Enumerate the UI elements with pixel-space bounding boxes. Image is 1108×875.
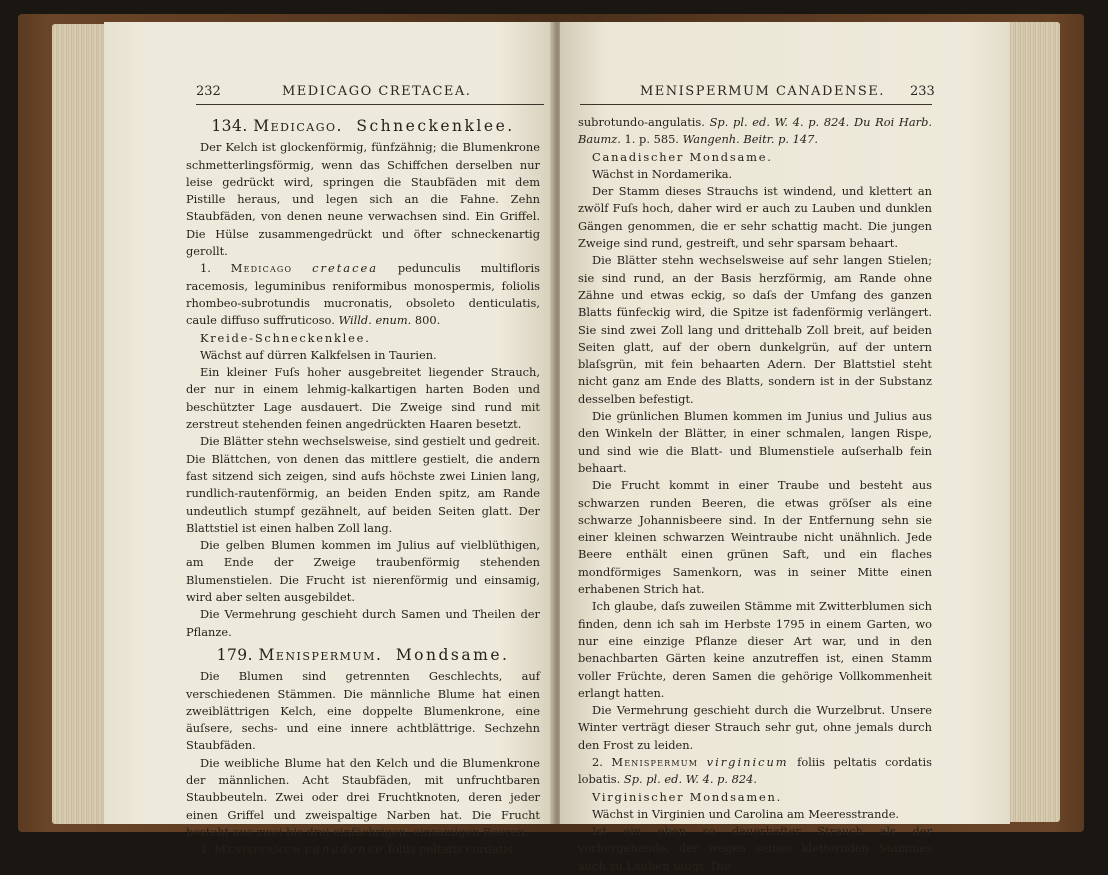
vernacular-name: Virginischer Mondsamen. [592, 789, 783, 804]
species-reference: Wangenh. Beitr. p. 147. [682, 132, 819, 147]
paragraph: Die Frucht kommt in einer Traube und besteht aus schwarzen runden Beeren, die etwas gröſser als eine schwarze Johannisbeere sind. In der Entfernung sehn sie einer kleinen schwarzen Weintraube nicht unähnlich. Jede Beere enthält einen grünen Saft, und ein flaches mondförmiges Samenkorn, was in seiner Mitte einen erhabenen Strich hat. [578, 478, 932, 597]
paragraph: Die grünlichen Blumen kommen im Junius und Julius aus den Winkeln der Blätter, in einer schmalen, langen Rispe, und sind wie die Blatt- und Blumenstiele auſserhalb fein behaart. [578, 409, 932, 475]
paragraph: Die Blumen sind getrennten Geschlechts, auf verschiedenen Stämmen. Die männliche Blume hat einen zweiblättrigen Kelch, eine doppelte Blumenkrone, eine äuſsere, sechs- und eine innere achtblättrige. Sechzehn Staubfäden. [186, 669, 540, 753]
habitat: Wächst in Nordamerika. [592, 166, 733, 181]
left-page-number: 232 [196, 84, 221, 99]
section-genus: Menispermum. [258, 645, 383, 664]
section-genus: Medicago. [253, 117, 343, 135]
paragraph: Die Vermehrung geschieht durch Samen und Theilen der Pflanze. [186, 607, 540, 639]
species-reference: Sp. pl. ed. W. 4. p. 824. [623, 772, 758, 787]
habitat: Wächst in Virginien und Carolina am Meeresstrande. [592, 806, 900, 821]
section-number: 134. [211, 117, 248, 135]
paragraph: Der Kelch ist glockenförmig, fünfzähnig; die Blumenkrone schmetterlingsförmig, wenn das Schiffchen derselben nur leise gedrückt wird, springen die Staubfäden mit dem Pistille heraus, und legen sich an die Fahne. Zehn Staubfäden, von denen neune verwachsen sind. Ein Griffel. Die Hülse zusammengedrückt und öfter schneckenartig gerollt. [186, 140, 540, 259]
habitat: Wächst auf dürren Kalkfelsen in Taurien. [200, 347, 437, 362]
species-genus: Medicago [230, 261, 293, 276]
species-reference-page: 800. [414, 313, 441, 328]
paragraph: Die Vermehrung geschieht durch die Wurzelbrut. Unsere Winter verträgt dieser Strauch sehr gut, ohne jemals durch den Frost zu leiden. [578, 703, 932, 752]
species-reference: Du Roi Harb. Baumz. [578, 115, 933, 147]
right-page-header [560, 84, 1010, 104]
right-page [560, 22, 1010, 873]
paragraph: Die Blätter stehn wechselsweise, sind gestielt und gedreit. Die Blättchen, von denen das mittlere gestielt, die andern fast sitzend sich zeigen, sind aufs höchste zwei Linien lang, rundlich-rautenförmig, an beiden Enden spitz, am Rande undeutlich stumpf gezähnelt, auf beiden Seiten glatt. Der Blattstiel ist einen halben Zoll lang. [186, 434, 540, 535]
species-diagnosis: foliis peltatis cordatis lobatis. [578, 754, 932, 787]
page-edges-left [52, 24, 110, 824]
section-common-name: Schneckenklee. [356, 117, 515, 135]
right-page-body [578, 114, 932, 875]
section-heading-menispermum [186, 647, 540, 664]
species-diagnosis: pedunculis multifloris racemosis, leguminibus reniformibus monospermis, foliolis rhombeo-subrotundis mucronatis, obsoleto denticulatis, caule diffuso suffruticoso. [186, 261, 540, 328]
species-number: 1. [200, 261, 211, 276]
left-page [104, 22, 554, 857]
paragraph: Der Stamm dieses Strauchs ist windend, und klettert an zwölf Fuſs hoch, daher wird er auch zu Lauben und dunklen Gängen genommen, die er sehr schattig macht. Die jungen Zweige sind rund, gestreift, und sehr sparsam behaart. [578, 184, 932, 251]
species-reference: Sp. pl. ed. W. 4. p. 824. [709, 115, 850, 129]
left-header-rule [196, 104, 544, 105]
vernacular-name: Kreide-Schneckenklee. [200, 330, 371, 345]
species-entry [578, 754, 932, 789]
section-common-name: Mondsame. [395, 645, 510, 664]
species-epithet: virginicum [706, 754, 789, 769]
species-genus: Menispermum [214, 842, 302, 857]
right-header-rule [580, 104, 932, 105]
paragraph: Ist ein eben so dauerhafter Strauch als der vorhergehende, der wegen seines kletternden Stammes auch zu Lauben taugt. Die [578, 824, 932, 873]
species-genus: Menispermum [611, 754, 699, 769]
species-reference-page: 1. p. 585. [624, 132, 679, 147]
species-diagnosis-end: subrotundo-angulatis. [578, 115, 705, 129]
right-running-head: MENISPERMUM CANADENSE. [640, 84, 885, 99]
left-running-head: MEDICAGO CRETACEA. [282, 84, 472, 99]
species-continuation [578, 114, 932, 149]
species-number: 2. [592, 754, 603, 769]
right-page-number: 233 [910, 84, 935, 99]
section-number: 179. [216, 645, 254, 664]
species-entry [186, 841, 540, 858]
left-page-body [186, 114, 540, 858]
species-epithet: canadense [304, 842, 385, 857]
paragraph: Ein kleiner Fuſs hoher ausgebreitet liegender Strauch, der nur in einem lehmig-kalkartigen harten Boden und beschützter Lage ausdauert. Die Zweige sind rund mit zerstreut stehenden feinen angedrückten Haaren besetzt. [186, 365, 540, 432]
species-epithet: cretacea [312, 261, 379, 276]
paragraph: Die weibliche Blume hat den Kelch und die Blumenkrone der männlichen. Acht Staubfäden, mit unfruchtbaren Staubbeuteln. Zwei oder drei Fruchtknoten, deren jeder einen Griffel und zweispaltige Narben hat. Die Frucht besteht aus zwei bis drei einfächrigen, einsamigen Beeren. [186, 755, 540, 839]
left-page-header [104, 84, 554, 104]
species-number: 1. [200, 842, 211, 857]
paragraph: Ich glaube, daſs zuweilen Stämme mit Zwitterblumen sich finden, denn ich sah im Herbste 1795 in einem Garten, wo nur eine einzige Pflanze dieser Art war, und in den benachbarten Gärten keine anzutreffen ist, einen Stamm voller Früchte, deren Samen die gehörige Vollkommenheit erlangt hatten. [578, 599, 932, 700]
vernacular-name: Canadischer Mondsame. [592, 149, 773, 164]
species-diagnosis: foliis peltatis cordatis [387, 842, 513, 857]
species-reference: Willd. enum. [338, 313, 412, 328]
section-heading-medicago [186, 118, 540, 135]
paragraph: Die Blätter stehn wechselsweise auf sehr langen Stielen; sie sind rund, an der Basis herzförmig, am Rande ohne Zähne und etwas eckig, so daſs der Umfang des ganzen Blatts fünfeckig wird, die Spitze ist fadenförmig verlängert. Sie sind zwei Zoll lang und drittehalb Zoll breit, auf beiden Seiten glatt, auf der obern dunkelgrün, auf der untern blaſsgrün, mit fein behaarten Adern. Der Blattstiel steht nicht ganz am Ende des Blatts, sondern ist in der Substanz desselben befestigt. [578, 253, 932, 406]
paragraph: Die gelben Blumen kommen im Julius auf vielblüthigen, am Ende der Zweige traubenförmig stehenden Blumenstielen. Die Frucht ist nierenförmig und einsamig, wird aber selten ausgebildet. [186, 538, 540, 605]
species-entry [186, 260, 540, 329]
